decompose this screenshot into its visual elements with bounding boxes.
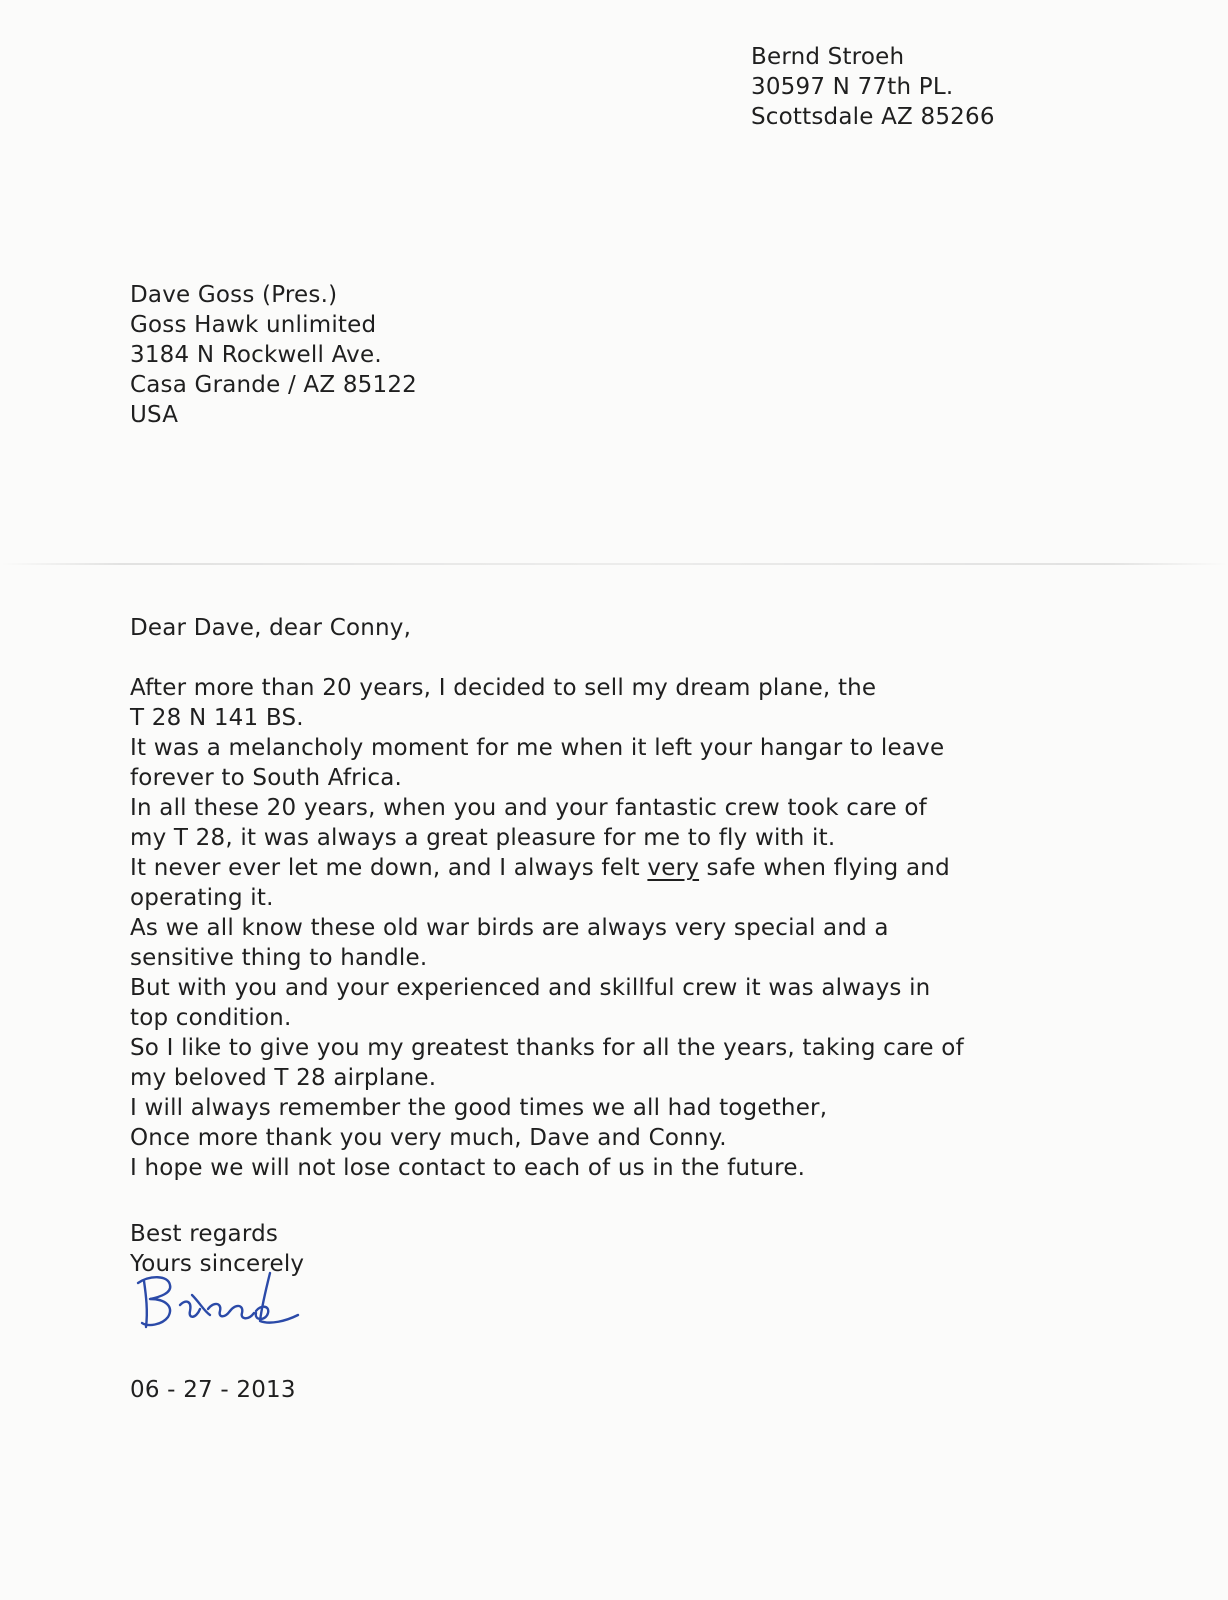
date-text: 06 - 27 - 2013 [130,1377,296,1403]
body-segment: safe when flying and [699,855,950,881]
body-line: Once more thank you very much, Dave and Conny. [130,1125,727,1151]
closing-line: Best regards [130,1221,279,1247]
body-line: T 28 N 141 BS. [130,705,304,731]
handwritten-signature [130,1265,310,1335]
recipient-line: Dave Goss (Pres.) [130,282,338,308]
closing-line: Yours sincerely [130,1251,305,1277]
recipient-address [130,280,417,430]
body-segment: It never ever let me down, and I always felt [130,855,648,881]
body-line: top condition. [130,1005,292,1031]
body-line: So I like to give you my greatest thanks for all the years, taking care of [130,1035,964,1061]
sender-street: 30597 N 77th PL. [751,74,954,100]
salutation-text: Dear Dave, dear Conny, [130,615,412,641]
body-line: my beloved T 28 airplane. [130,1065,437,1091]
salutation [130,613,411,643]
body-line: It was a melancholy moment for me when it left your hangar to leave [130,735,945,761]
sender-address [751,42,995,132]
emphasis-underlined: very [647,855,700,881]
sender-name: Bernd Stroeh [751,44,905,70]
body-line: As we all know these old war birds are always very special and a [130,915,889,941]
body-line: operating it. [130,885,274,911]
recipient-line: Goss Hawk unlimited [130,312,377,338]
body-line: In all these 20 years, when you and your fantastic crew took care of [130,795,927,821]
body-line: I will always remember the good times we all had together, [130,1095,828,1121]
body-line: After more than 20 years, I decided to sell my dream plane, the [130,675,877,701]
letter-body [130,673,964,1183]
sender-city: Scottsdale AZ 85266 [751,104,995,130]
body-line: forever to South Africa. [130,765,403,791]
recipient-line: Casa Grande / AZ 85122 [130,372,417,398]
recipient-line: 3184 N Rockwell Ave. [130,342,382,368]
body-line: I hope we will not lose contact to each of us in the future. [130,1155,806,1181]
paper-fold-line [0,563,1228,565]
body-line [130,853,964,883]
body-line: my T 28, it was always a great pleasure for me to fly with it. [130,825,836,851]
body-line: sensitive thing to handle. [130,945,428,971]
recipient-line: USA [130,402,179,428]
body-line: But with you and your experienced and skillful crew it was always in [130,975,931,1001]
letter-date [130,1375,296,1405]
